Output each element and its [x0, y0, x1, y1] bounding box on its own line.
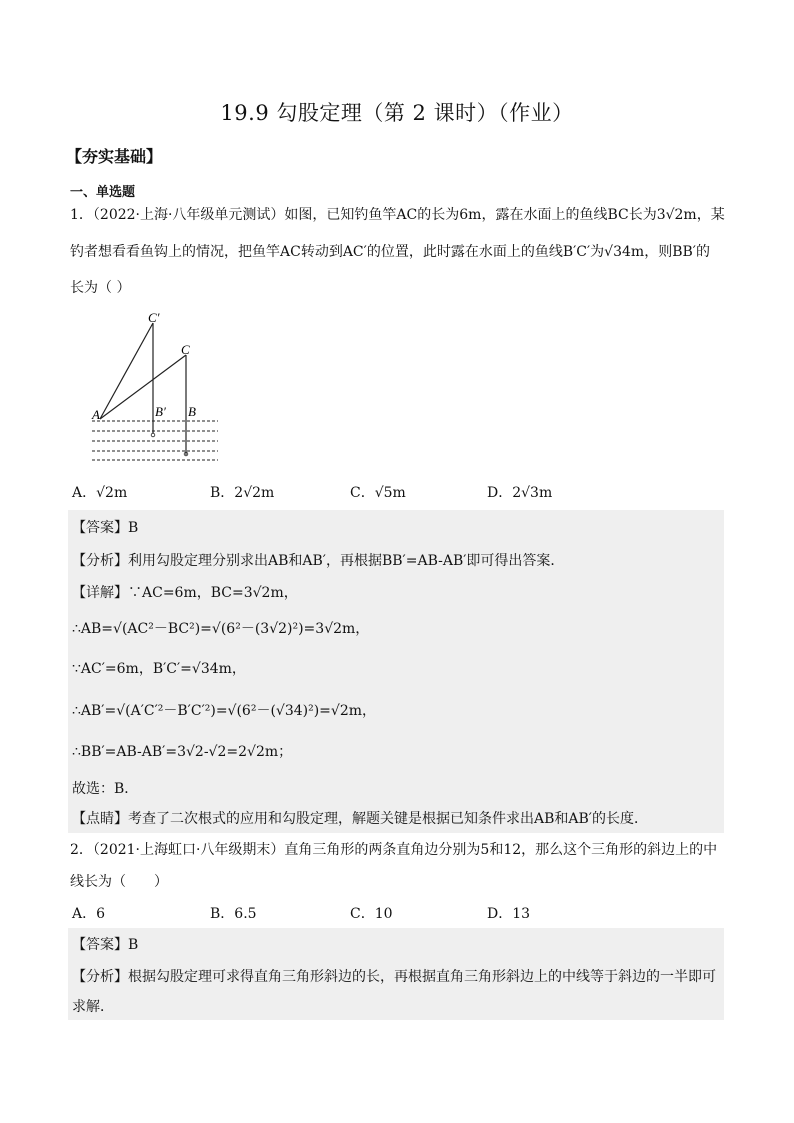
q2-option-c[interactable]: C．10 — [350, 906, 393, 922]
q2-answer: 【答案】B — [72, 937, 139, 953]
page-title: 19.9 勾股定理（第 2 课时）（作业） — [220, 101, 574, 125]
label-a: A — [92, 407, 100, 422]
q1-choose: 故选：B． — [72, 781, 139, 797]
q1-option-a[interactable]: A．√2m — [72, 485, 128, 501]
q1-text-line-2: 钓者想看看鱼钩上的情况，把鱼竿AC转动到AC′的位置，此时露在水面上的鱼线B′C′为√34m，则BB′的 — [70, 244, 710, 260]
q1-answer: 【答案】B — [72, 520, 139, 536]
label-b: B — [188, 404, 196, 419]
label-c-prime: C′ — [148, 310, 160, 325]
q2-option-a[interactable]: A．6 — [72, 906, 106, 922]
q1-analysis: 【分析】利用勾股定理分别求出AB和AB′，再根据BB′=AB-AB′即可得出答案． — [72, 553, 565, 569]
q1-option-b[interactable]: B．2√2m — [210, 485, 275, 501]
q1-detail-5: ∴BB′=AB-AB′=3√2-√2=2√2m； — [72, 744, 293, 760]
q1-detail-1: 【详解】∵AC=6m，BC=3√2m， — [72, 585, 298, 601]
q2-option-b[interactable]: B．6.5 — [210, 906, 257, 922]
q1-detail-3: ∵AC′=6m，B′C′=√34m， — [72, 661, 246, 677]
subsection-heading: 一、单选题 — [70, 185, 136, 200]
q1-text-line-1: 1．（2022·上海·八年级单元测试）如图，已知钓鱼竿AC的长为6m，露在水面上的鱼线BC长为3√2m，某 — [70, 207, 725, 223]
q1-detail-4: ∴AB′=√(A′C′²－B′C′²)=√(6²－(√34)²)=√2m， — [72, 703, 377, 719]
q2-text-line-1: 2．（2021·上海虹口·八年级期末）直角三角形的两条直角边分别为5和12，那么这个三角形的斜边上的中 — [70, 842, 718, 858]
q2-option-d[interactable]: D．13 — [487, 906, 531, 922]
q1-option-d[interactable]: D．2√3m — [487, 485, 553, 501]
q1-detail-2: ∴AB=√(AC²－BC²)=√(6²－(3√2)²)=3√2m， — [72, 621, 370, 637]
q2-analysis-1: 【分析】根据勾股定理可求得直角三角形斜边的长，再根据直角三角形斜边上的中线等于斜边的一半即可 — [72, 969, 716, 985]
q1-figure — [88, 305, 238, 465]
q1-text-line-3: 长为（ ） — [70, 280, 131, 296]
q2-analysis-2: 求解． — [72, 999, 114, 1015]
label-c: C — [181, 342, 190, 357]
q2-text-line-2: 线长为（ ） — [70, 874, 168, 890]
q1-option-c[interactable]: C．√5m — [350, 485, 406, 501]
label-b-prime: B′ — [155, 404, 166, 419]
q1-comment: 【点睛】考查了二次根式的应用和勾股定理，解题关键是根据已知条件求出AB和AB′的长度． — [72, 811, 648, 827]
section-heading: 【夯实基础】 — [66, 147, 163, 166]
